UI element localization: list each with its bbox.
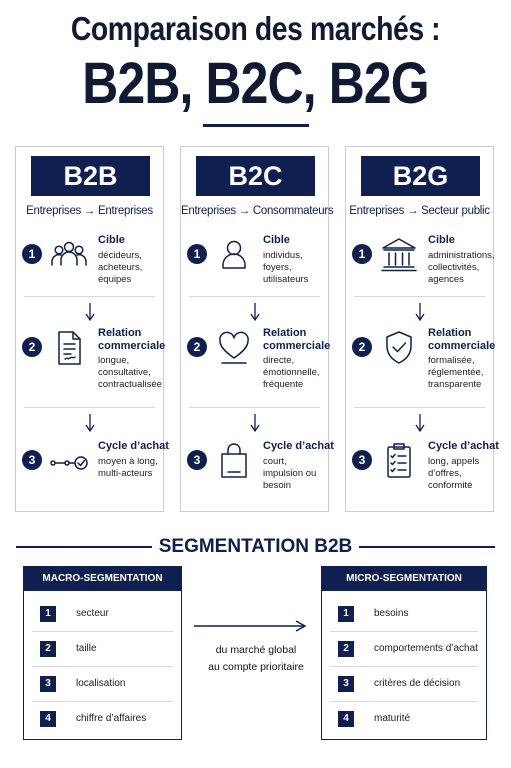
shopping-bag-icon [214,441,254,481]
step-description-line: émotionnelle, [263,367,320,378]
step-number-badge: 2 [352,337,372,357]
column-header: B2C [196,156,315,196]
step-title: Cible [263,234,290,246]
step-description-line: décideurs, [98,250,142,261]
step-description-line: formalisée, [428,355,475,366]
item-label: localisation [76,678,126,689]
item-number-badge: 2 [40,641,56,657]
market-column-b2g [345,146,499,512]
item-number-badge: 3 [40,676,56,692]
section-divider [189,407,320,408]
micro-segmentation-header: MICRO-SEGMENTATION [322,567,486,591]
arrow-down-icon [84,302,96,322]
step-description-line: collectivités, [428,262,480,273]
arrow-label-line1: du marché global [215,644,297,656]
step-description-line: foyers, [263,262,292,273]
item-label: comportements d’achat [374,643,478,654]
step-description-line: fréquente [263,379,304,390]
item-separator [330,666,478,667]
step-description-line: impulsion ou [263,468,317,479]
item-separator [32,631,173,632]
step-description-line: acheteurs, [98,262,143,273]
step-number-badge: 1 [352,244,372,264]
column-subtitle: Entreprises → Consommateurs [181,205,334,217]
step-title: Cycle d’achat [428,440,499,452]
step-number-badge: 2 [22,337,42,357]
step-number-badge: 3 [187,450,207,470]
section-divider [189,296,320,297]
shield-check-icon [379,328,419,368]
step-description-line: long, appels [428,456,480,467]
step-title: Relation commerciale [98,327,166,352]
step-title: Cycle d’achat [98,440,169,452]
item-label: maturité [374,713,411,724]
section-divider [24,296,155,297]
item-number-badge: 1 [40,606,56,622]
macro-segmentation-box [23,566,182,740]
step-description-line: longue, [98,355,130,366]
people-group-icon [49,235,89,275]
step-title: Relation commerciale [428,327,496,352]
micro-segmentation-box [321,566,487,740]
step-title: Cible [428,234,455,246]
government-building-icon [379,235,419,275]
item-number-badge: 4 [338,711,354,727]
section-divider [24,407,155,408]
arrow-down-icon [249,302,261,322]
step-description-line: équipes [98,274,132,285]
column-subtitle: Entreprises → Secteur public [349,205,490,217]
step-description-line: court, [263,456,287,467]
person-icon [214,235,254,275]
checklist-clipboard-icon [379,441,419,481]
section-divider [354,296,485,297]
document-icon [49,328,89,368]
segmentation-title: SEGMENTATION B2B [158,536,353,557]
item-separator [330,631,478,632]
right-arrow-icon [192,618,310,634]
item-separator [32,666,173,667]
item-label: critères de décision [374,678,461,689]
item-label: besoins [374,608,409,619]
item-number-badge: 3 [338,676,354,692]
step-description-line: agences [428,274,464,285]
step-number-badge: 3 [22,450,42,470]
step-description-line: multi-acteurs [98,468,153,479]
step-number-badge: 1 [22,244,42,264]
item-label: secteur [76,608,109,619]
step-title: Cycle d’achat [263,440,334,452]
step-description-line: contractualisée [98,379,162,390]
step-description-line: réglementée, [428,367,484,378]
arrow-down-icon [414,302,426,322]
step-description-line: d’offres, [428,468,462,479]
arrow-down-icon [414,413,426,433]
column-header: B2G [361,156,480,196]
step-description-line: individus, [263,250,303,261]
step-number-badge: 1 [187,244,207,264]
step-description-line: utilisateurs [263,274,309,285]
item-number-badge: 1 [338,606,354,622]
step-description-line: transparente [428,379,482,390]
market-column-b2c [180,146,334,512]
step-number-badge: 2 [187,337,207,357]
macro-segmentation-header: MACRO-SEGMENTATION [24,567,181,591]
timeline-check-icon [49,441,89,481]
heart-icon [214,328,254,368]
arrow-down-icon [249,413,261,433]
item-separator [32,701,173,702]
page-title-line2: B2B, B2C, B2G [82,51,429,116]
section-divider [354,407,485,408]
step-title: Cible [98,234,125,246]
step-title: Relation commerciale [263,327,331,352]
step-description-line: conformité [428,480,473,491]
step-description-line: administrations, [428,250,495,261]
page-title-line1: Comparaison des marchés : [70,10,441,47]
item-number-badge: 4 [40,711,56,727]
step-description-line: besoin [263,480,291,491]
segmentation-rule-right [359,546,495,548]
column-header: B2B [31,156,150,196]
column-subtitle: Entreprises → Entreprises [26,205,153,217]
step-number-badge: 3 [352,450,372,470]
arrow-down-icon [84,413,96,433]
market-column-b2b [15,146,169,512]
item-number-badge: 2 [338,641,354,657]
step-description-line: consultative, [98,367,151,378]
arrow-label-line2: au compte prioritaire [208,661,304,673]
step-description-line: moyen à long, [98,456,158,467]
item-label: taille [76,643,97,654]
item-label: chiffre d’affaires [76,713,147,724]
item-separator [330,701,478,702]
title-underline [203,124,309,127]
step-description-line: directe, [263,355,295,366]
